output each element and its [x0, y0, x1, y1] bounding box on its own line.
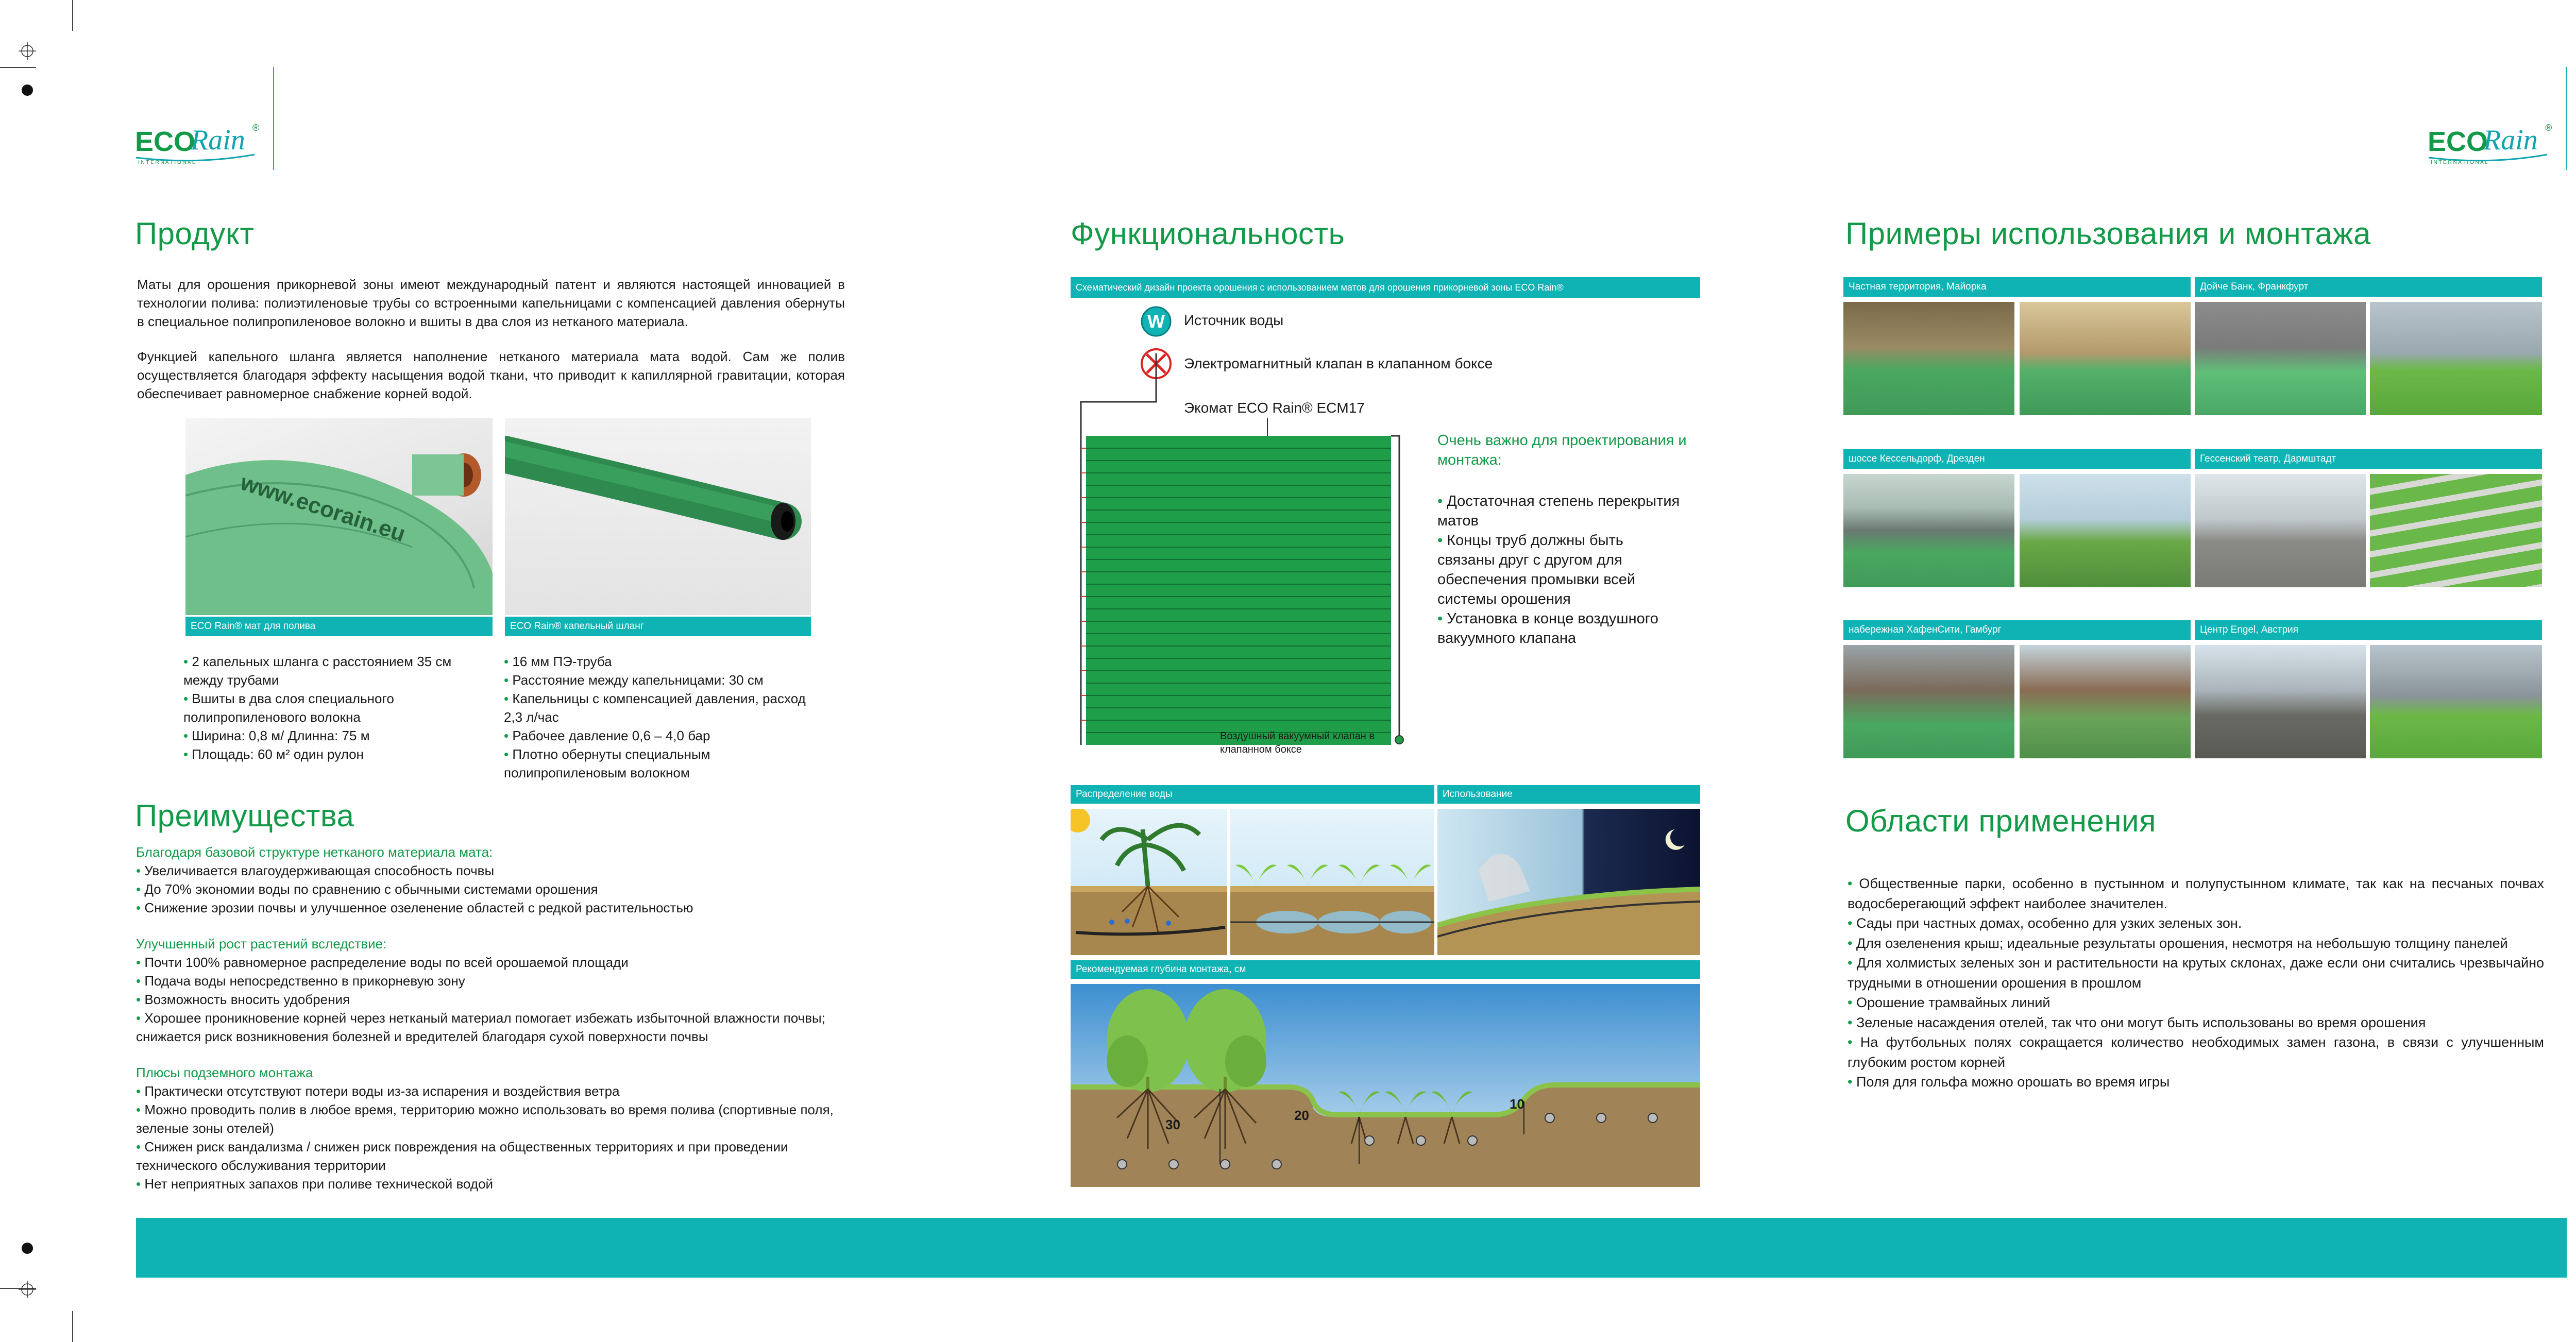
list-item: • 16 мм ПЭ-труба: [504, 652, 813, 671]
registration-dot: [22, 1243, 33, 1254]
example-photo: [2020, 645, 2191, 758]
logo-subtitle: I N T E R N A T I O N A L: [138, 160, 195, 165]
registration-mark-icon: [19, 42, 36, 60]
example-photo: [2020, 474, 2191, 587]
ecorain-logo-left: [135, 122, 259, 183]
list-item: • Возможность вносить удобрения: [136, 990, 847, 1009]
list-item: • Нет неприятных запахов при поливе технической водой: [136, 1175, 847, 1193]
hose-spec-list: [504, 652, 813, 782]
crop-mark: [72, 1311, 73, 1342]
advantages-group-heading: Улучшенный рост растений вследствие:: [136, 936, 387, 952]
logo-subtitle: I N T E R N A T I O N A L: [2431, 160, 2488, 165]
depth-illustration: [1071, 984, 1700, 1187]
examples-title: Примеры использования и монтажа: [1845, 216, 2371, 251]
irrigation-schematic: [1077, 330, 1406, 752]
example-photo: [1843, 474, 2014, 587]
applications-title: Области применения: [1845, 804, 2157, 838]
crop-mark: [2566, 67, 2567, 170]
list-item: • Для холмистых зеленых зон и растительности на крутых склонах, даже если они считались чрезвычайно трудными в отношении орошения в прошлом: [1848, 953, 2544, 993]
list-item: • Расстояние между капельницами: 30 см: [504, 671, 813, 689]
distribution-caption: Распределение воды: [1071, 785, 1434, 804]
list-item: • Поля для гольфа можно орошать во время игры: [1848, 1072, 2544, 1092]
list-item: • Вшиты в два слоя специального полипропиленового волокна: [183, 689, 472, 726]
example-caption: Частная территория, Майорка: [1843, 277, 2191, 297]
usage-caption: Использование: [1437, 785, 1700, 804]
list-item: • Плотно обернуты специальным полипропиленовым волокном: [504, 745, 813, 782]
list-item: • Можно проводить полив в любое время, территорию можно использовать во время полива (спортивные поля, зеленые зоны отелей): [136, 1100, 847, 1137]
product-paragraph-2: Функцией капельного шланга является наполнение нетканого материала мата водой. Сам же полив осуществляется благодаря эффекту насыщения водой ткани, что приводит к капиллярной гравитации, которая обеспечивает равномерное снабжение корней водой.: [137, 349, 845, 401]
list-item: • Площадь: 60 м² один рулон: [183, 745, 472, 763]
mat-photo: [185, 418, 493, 615]
example-caption: шоссе Кессельдорф, Дрезден: [1843, 449, 2191, 469]
example-caption: набережная ХафенСити, Гамбург: [1843, 620, 2191, 640]
distribution-illustration: [1071, 809, 1434, 955]
logo-eco: ECO: [2428, 126, 2488, 157]
product-title: Продукт: [135, 216, 255, 251]
air-valve-label: Воздушный вакуумный клапан в клапанном боксе: [1220, 731, 1375, 755]
mat-url-text: www.ecorain.eu: [237, 469, 409, 547]
solenoid-valve-label: Электромагнитный клапан в клапанном боксе: [1184, 355, 1493, 371]
crop-mark: [72, 0, 73, 31]
advantages-list: [136, 861, 847, 917]
example-photo: [2195, 645, 2366, 758]
example-photo: [2020, 302, 2191, 415]
list-item: • Общественные парки, особенно в пустынном и полупустынном климате, так как на песчаных почвах водосберегающий эффект наиболее значителен.: [1848, 874, 2544, 913]
example-photo: [2370, 474, 2542, 587]
logo-rain: Rain: [191, 124, 245, 156]
example-photo: [2370, 302, 2542, 415]
list-item: • До 70% экономии воды по сравнению с обычными системами орошения: [136, 880, 847, 898]
registration-mark-icon: [19, 1281, 36, 1298]
crop-mark: [0, 67, 36, 68]
list-item: • Концы труб должны быть связаны друг с другом для обеспечения промывки всей системы орошения: [1437, 531, 1685, 609]
list-item: • Капельницы с компенсацией давления, расход 2,3 л/час: [504, 689, 813, 726]
important-notes-title: Очень важно для проектирования и монтажа:: [1437, 432, 1687, 468]
logo-reg: ®: [2545, 123, 2552, 133]
list-item: • Практически отсутствуют потери воды из-за испарения и воздействия ветра: [136, 1082, 847, 1100]
list-item: • Почти 100% равномерное распределение воды по всей орошаемой площади: [136, 953, 847, 972]
list-item: • Хорошее проникновение корней через нетканый материал помогает избежать избыточной влажности почвы; снижается риск возникновения болезней и вредителей благодаря сухой поверхности почвы: [136, 1009, 847, 1046]
hose-photo: [505, 418, 811, 615]
ecomat-label: Экомат ECO Rain® ECM17: [1184, 400, 1365, 416]
logo-swoosh-icon: [135, 152, 259, 163]
list-item: • Снижение эрозии почвы и улучшенное озеленение областей с редкой растительностью: [136, 898, 847, 917]
depth-caption: Рекомендуемая глубина монтажа, см: [1071, 960, 1700, 979]
mat-caption: ECO Rain® мат для полива: [185, 617, 493, 636]
mat-spec-list: [183, 652, 472, 763]
example-photo: [1843, 645, 2014, 758]
advantages-group-heading: Благодаря базовой структуре нетканого материала мата:: [136, 844, 493, 860]
advantages-list: [136, 1082, 847, 1193]
list-item: • На футбольных полях сокращается количество необходимых замен газона, в связи с улучшенным глубоким ростом корней: [1848, 1032, 2544, 1072]
list-item: • Орошение трамвайных линий: [1848, 993, 2544, 1013]
footer-band: [136, 1218, 2567, 1278]
logo-reg: ®: [252, 123, 260, 133]
important-notes-list: [1437, 491, 1685, 648]
water-source-symbol: W: [1147, 311, 1165, 332]
ecorain-logo-right: [2428, 122, 2551, 183]
hose-caption: ECO Rain® капельный шланг: [505, 617, 811, 636]
example-photo: [2370, 645, 2542, 758]
list-item: • Зеленые насаждения отелей, так что они могут быть использованы во время орошения: [1848, 1013, 2544, 1033]
applications-list: [1848, 874, 2544, 1092]
list-item: • Снижен риск вандализма / снижен риск повреждения на общественных территориях и при проведении технического обслуживания территории: [136, 1137, 847, 1175]
registration-dot: [22, 84, 33, 96]
list-item: • Подача воды непосредственно в прикорневую зону: [136, 972, 847, 990]
example-caption: Гессенский театр, Дармштадт: [2195, 449, 2542, 469]
logo-rain: Rain: [2483, 124, 2538, 156]
advantages-block: [136, 843, 847, 1193]
hose-illustration: [505, 418, 811, 615]
diagram-caption: Схематический дизайн проекта орошения с использованием матов для орошения прикорневой зоны ECO Rain®: [1071, 277, 1700, 298]
advantages-list: [136, 953, 847, 1046]
usage-illustration: [1437, 809, 1700, 955]
advantages-group-heading: Плюсы подземного монтажа: [136, 1065, 313, 1080]
product-paragraph-1: Маты для орошения прикорневой зоны имеют международный патент и являются настоящей инновацией в технологии полива: полиэтиленовые трубы со встроенными капельницами с компенсацией давления обернуты в специальное полипропиленовое волокно и вшиты в два слоя из нетканого материала.: [137, 277, 845, 329]
example-photo: [2195, 302, 2366, 415]
functionality-title: Функциональность: [1071, 216, 1345, 251]
list-item: • Установка в конце воздушного вакуумного клапана: [1437, 609, 1685, 648]
crop-mark: [273, 67, 274, 170]
list-item: • Увеличивается влагоудерживающая способность почвы: [136, 861, 847, 880]
example-photo: [1843, 302, 2014, 415]
list-item: • Для озеленения крыш; идеальные результаты орошения, несмотря на небольшую толщину панелей: [1848, 933, 2544, 954]
list-item: • Сады при частных домах, особенно для узких зеленых зон.: [1848, 913, 2544, 933]
list-item: • Ширина: 0,8 м/ Длинна: 75 м: [183, 726, 472, 745]
example-caption: Центр Engel, Австрия: [2195, 620, 2542, 640]
advantages-title: Преимущества: [135, 799, 354, 833]
depth-label-20: 20: [1294, 1108, 1309, 1123]
list-item: • Достаточная степень перекрытия матов: [1437, 491, 1685, 531]
list-item: • 2 капельных шланга с расстоянием 35 см между трубами: [183, 652, 472, 689]
list-item: • Рабочее давление 0,6 – 4,0 бар: [504, 726, 813, 745]
logo-eco: ECO: [135, 126, 196, 157]
logo-swoosh-icon: [2428, 152, 2551, 163]
depth-label-30: 30: [1165, 1117, 1180, 1132]
water-source-label: Источник воды: [1184, 312, 1284, 328]
depth-label-10: 10: [1510, 1096, 1524, 1112]
example-caption: Дойче Банк, Франкфурт: [2195, 277, 2542, 297]
example-photo: [2195, 474, 2366, 587]
